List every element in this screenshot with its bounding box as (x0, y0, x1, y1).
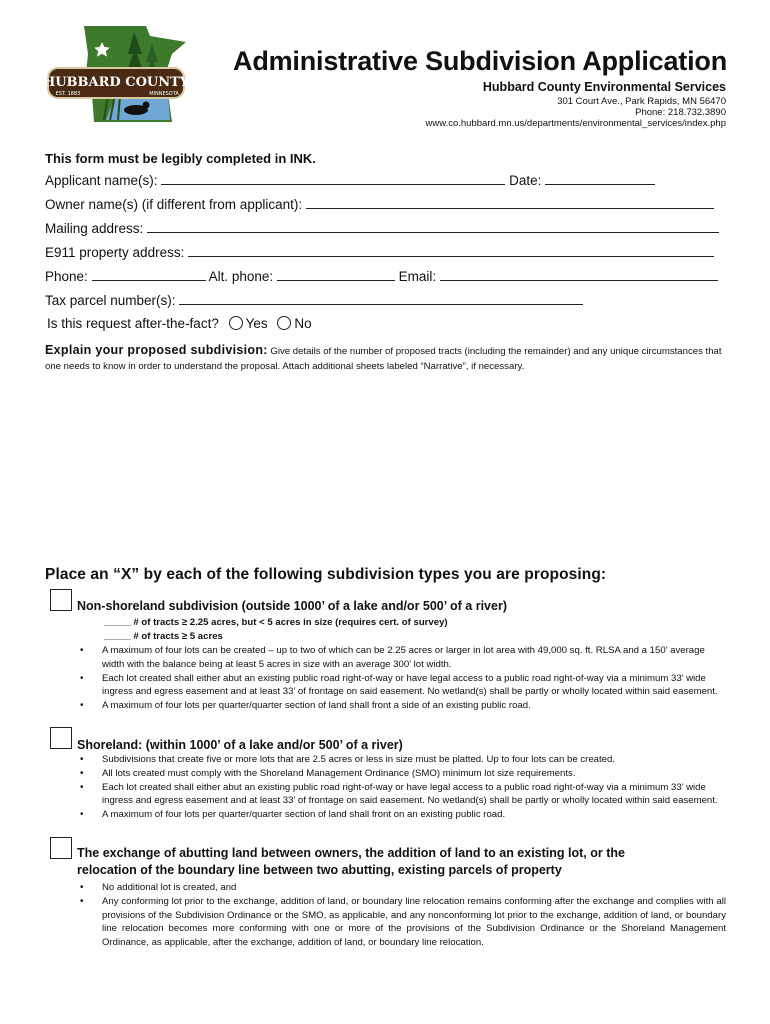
shoreland-bullets (76, 753, 726, 822)
list-item: • Each lot created shall either abut an existing public road right-of-way or have legal access to a public road right-of-way via a minimum 33’ wide ingress and egress easement and at least 33’ of frontage on said easement. No wetland(s) shall be partly or wholly located within said easement. (76, 672, 726, 700)
list-item: • A maximum of four lots per quarter/quarter section of land shall front a side of an existing public road. (76, 699, 726, 713)
applicant-name-field[interactable] (161, 172, 505, 185)
phone-field[interactable] (92, 268, 206, 281)
yes-label: Yes (245, 316, 268, 331)
no-label: No (294, 316, 312, 331)
mailing-address-field[interactable] (147, 220, 719, 233)
owner-label: Owner name(s) (if different from applicant): (45, 197, 303, 212)
exchange-title-line2: relocation of the boundary line between two abutting, existing parcels of property (77, 863, 562, 877)
list-item: • All lots created must comply with the Shoreland Management Ordinance (SMO) minimum lot size requirements. (76, 767, 726, 781)
alt-phone-label: Alt. phone: (208, 269, 274, 284)
list-item: • A maximum of four lots can be created – up to two of which can be 2.25 acres or larger in lot area with 49,000 sq. ft. RLSA and a 150’ average width with the balance being at least 5 acres in size with an average 300’ lot width. (76, 644, 726, 672)
mailing-row (45, 220, 719, 236)
alt-phone-field[interactable] (277, 268, 395, 281)
logo-est: EST. 1883 (55, 91, 81, 97)
tax-parcel-field[interactable] (179, 292, 583, 305)
tax-parcel-label: Tax parcel number(s): (45, 293, 176, 308)
explain-text: Give details of the number of proposed tracts (including the remainder) and any unique circumstances that one needs to know in order to understand the proposal. Attach additional sheets labeled “Narrative”, if necessary. (45, 346, 722, 372)
shoreland-checkbox[interactable] (50, 727, 72, 749)
logo-text: HUBBARD COUNTY (46, 75, 190, 90)
types-instruction: Place an “X” by each of the following subdivision types you are proposing: (45, 566, 607, 583)
list-item: • Any conforming lot prior to the exchange, addition of land, or boundary line relocation remains conforming after the exchange and complies with all provisions of the Subdivision Ordinance or the SMO, as applicable, and any nonconforming lot prior to the exchange, addition of land, or boundary line relocation becomes more conforming with one or more of the provisions of the Subdivision Ordinance or the Shoreland Management Ordinance, as applicable, after the exchange, addition of land, or boundary line relocation. (76, 895, 726, 950)
owner-name-field[interactable] (306, 196, 714, 209)
e911-row (45, 244, 714, 260)
exchange-title-line1: The exchange of abutting land between owners, the addition of land to an existing lot, or the (77, 846, 625, 860)
org-website: www.co.hubbard.mn.us/departments/environmental_services/index.php (425, 118, 726, 129)
date-field[interactable] (545, 172, 655, 185)
tax-row (45, 292, 583, 308)
phone-row (45, 268, 718, 284)
owner-row (45, 196, 714, 212)
email-label: Email: (398, 269, 437, 284)
phone-label: Phone: (45, 269, 88, 284)
shoreland-title: Shoreland: (within 1000’ of a lake and/or 500’ of a river) (77, 738, 403, 752)
tracts-large-line: _____ # of tracts ≥ 5 acres (104, 631, 223, 642)
email-field[interactable] (440, 268, 718, 281)
tracts-small-line: _____ # of tracts ≥ 2.25 acres, but < 5 acres in size (requires cert. of survey) (104, 617, 448, 628)
hubbard-county-logo (46, 24, 196, 128)
exchange-checkbox[interactable] (50, 837, 72, 859)
non-shoreland-title: Non-shoreland subdivision (outside 1000’ of a lake and/or 500’ of a river) (77, 599, 507, 613)
non-shoreland-bullets (76, 644, 726, 713)
org-name: Hubbard County Environmental Services (482, 80, 726, 94)
list-item: • Subdivisions that create five or more lots that are 2.5 acres or less in size must be platted. Up to four lots can be created. (76, 753, 726, 767)
no-radio[interactable] (277, 316, 291, 330)
explain-heading: Explain your proposed subdivision: (45, 343, 268, 357)
after-fact-label: Is this request after-the-fact? (47, 316, 219, 331)
page-title: Administrative Subdivision Application (233, 46, 727, 76)
yes-radio[interactable] (229, 316, 243, 330)
explain-section (45, 343, 735, 374)
date-label: Date: (509, 173, 542, 188)
e911-address-field[interactable] (188, 244, 714, 257)
applicant-label: Applicant name(s): (45, 173, 158, 188)
non-shoreland-checkbox[interactable] (50, 589, 72, 611)
exchange-bullets (76, 881, 726, 950)
list-item: • No additional lot is created, and (76, 881, 726, 895)
logo-state: MINNESOTA (149, 91, 179, 97)
applicant-row (45, 172, 655, 188)
list-item: • A maximum of four lots per quarter/quarter section of land shall front on an existing public road. (76, 808, 726, 822)
mailing-label: Mailing address: (45, 221, 144, 236)
ink-notice: This form must be legibly completed in INK. (45, 151, 316, 166)
org-phone: Phone: 218.732.3890 (635, 107, 726, 118)
e911-label: E911 property address: (45, 245, 185, 260)
list-item: • Each lot created shall either abut an existing public road right-of-way or have legal access to a public road right-of-way via a minimum 33’ wide ingress and egress easement and at least 33’ of frontage on said easement. No wetland(s) shall be partly or wholly located within said easement. (76, 781, 726, 809)
after-fact-row (47, 316, 312, 331)
org-address: 301 Court Ave., Park Rapids, MN 56470 (557, 96, 726, 107)
